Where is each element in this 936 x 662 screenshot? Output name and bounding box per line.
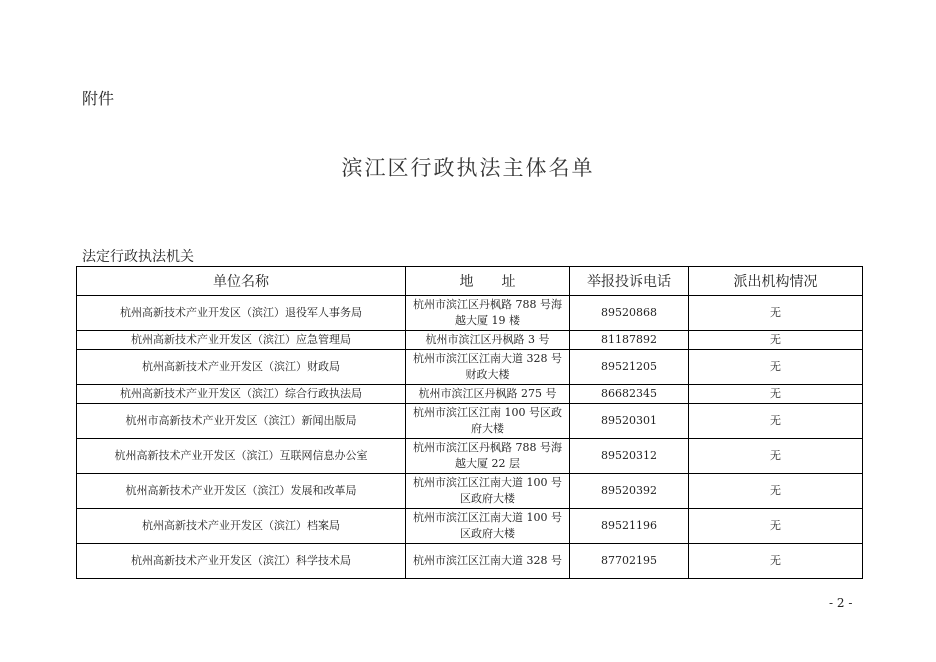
cell-branch: 无 (689, 544, 863, 579)
cell-phone: 86682345 (570, 385, 689, 404)
cell-address: 杭州市滨江区丹枫路 3 号 (406, 331, 570, 350)
table-row (77, 474, 863, 509)
cell-phone: 89521196 (570, 509, 689, 544)
header-phone: 举报投诉电话 (570, 267, 689, 296)
cell-unit-name: 杭州高新技术产业开发区（滨江）科学技术局 (77, 544, 406, 579)
attachment-label: 附件 (82, 89, 115, 108)
cell-unit-name: 杭州高新技术产业开发区（滨江）财政局 (77, 350, 406, 385)
table-row (77, 509, 863, 544)
cell-unit-name: 杭州市高新技术产业开发区（滨江）新闻出版局 (77, 404, 406, 439)
cell-unit-name: 杭州高新技术产业开发区（滨江）发展和改革局 (77, 474, 406, 509)
cell-unit-name: 杭州高新技术产业开发区（滨江）档案局 (77, 509, 406, 544)
table-row (77, 439, 863, 474)
page-title: 滨江区行政执法主体名单 (341, 156, 595, 180)
table-row (77, 404, 863, 439)
cell-branch: 无 (689, 439, 863, 474)
cell-phone: 89520312 (570, 439, 689, 474)
cell-address: 杭州市滨江区丹枫路 275 号 (406, 385, 570, 404)
cell-phone: 87702195 (570, 544, 689, 579)
page-number: - 2 - (829, 596, 853, 610)
cell-branch: 无 (689, 404, 863, 439)
cell-phone: 81187892 (570, 331, 689, 350)
cell-phone: 89520301 (570, 404, 689, 439)
cell-address: 杭州市滨江区丹枫路 788 号海越大厦 22 层 (406, 439, 570, 474)
cell-branch: 无 (689, 474, 863, 509)
cell-branch: 无 (689, 296, 863, 331)
cell-address: 杭州市滨江区江南大道 328 号财政大楼 (406, 350, 570, 385)
cell-branch: 无 (689, 331, 863, 350)
header-unit-name: 单位名称 (77, 267, 406, 296)
cell-address: 杭州市滨江区丹枫路 788 号海越大厦 19 楼 (406, 296, 570, 331)
cell-unit-name: 杭州高新技术产业开发区（滨江）应急管理局 (77, 331, 406, 350)
table-row (77, 385, 863, 404)
cell-phone: 89520868 (570, 296, 689, 331)
table-row (77, 544, 863, 579)
cell-unit-name: 杭州高新技术产业开发区（滨江）互联网信息办公室 (77, 439, 406, 474)
cell-phone: 89520392 (570, 474, 689, 509)
table-row (77, 296, 863, 331)
table-header-row (77, 267, 863, 296)
cell-branch: 无 (689, 509, 863, 544)
cell-unit-name: 杭州高新技术产业开发区（滨江）综合行政执法局 (77, 385, 406, 404)
section-title: 法定行政执法机关 (82, 249, 194, 265)
cell-address: 杭州市滨江区江南 100 号区政府大楼 (406, 404, 570, 439)
header-address: 地 址 (406, 267, 570, 296)
agency-table (76, 266, 863, 579)
cell-branch: 无 (689, 385, 863, 404)
cell-branch: 无 (689, 350, 863, 385)
table-row (77, 331, 863, 350)
cell-address: 杭州市滨江区江南大道 100 号区政府大楼 (406, 509, 570, 544)
table-row (77, 350, 863, 385)
header-branch: 派出机构情况 (689, 267, 863, 296)
cell-unit-name: 杭州高新技术产业开发区（滨江）退役军人事务局 (77, 296, 406, 331)
cell-phone: 89521205 (570, 350, 689, 385)
cell-address: 杭州市滨江区江南大道 100 号区政府大楼 (406, 474, 570, 509)
cell-address: 杭州市滨江区江南大道 328 号 (406, 544, 570, 579)
